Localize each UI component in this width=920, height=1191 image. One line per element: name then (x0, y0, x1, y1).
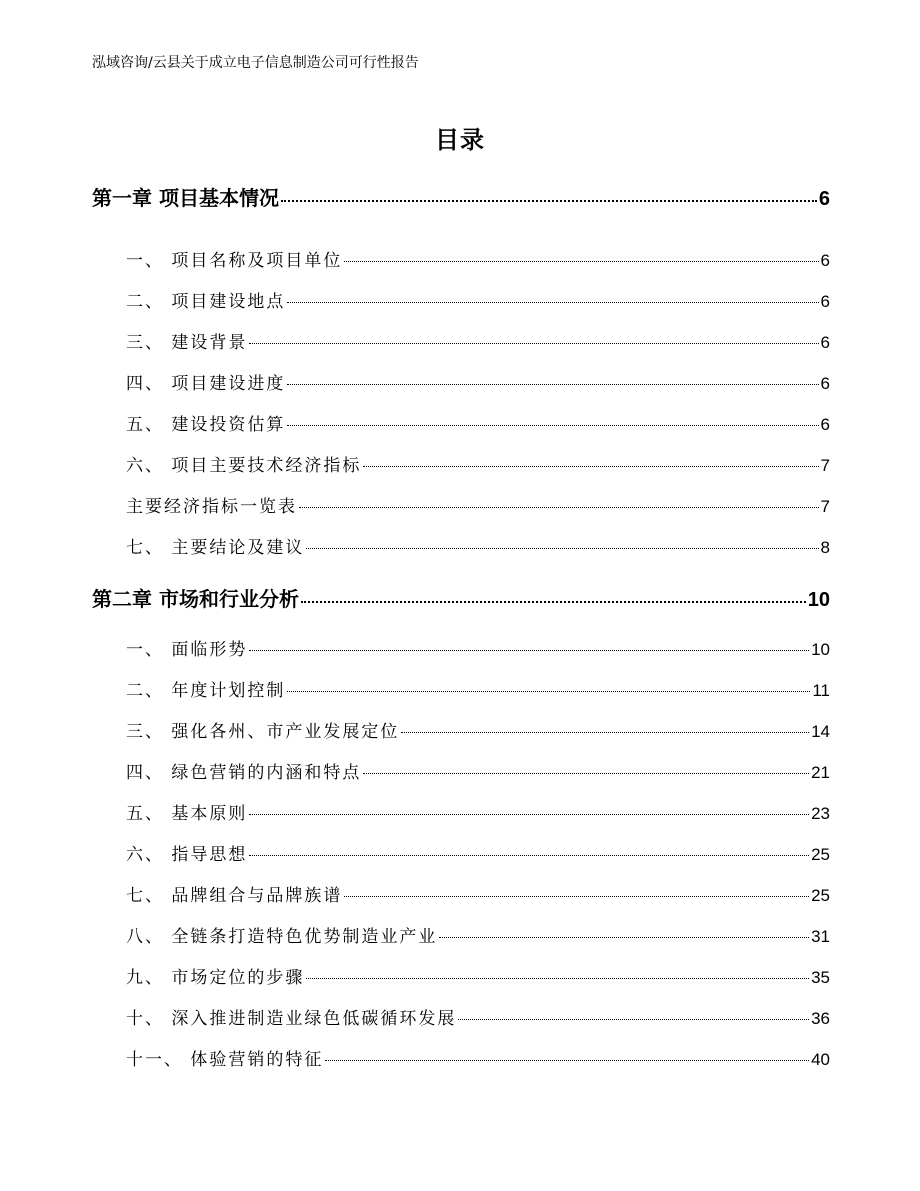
toc-leader-dots (249, 638, 809, 655)
toc-entry-page: 6 (820, 251, 830, 270)
page-header: 泓域咨询/云县关于成立电子信息制造公司可行性报告 (92, 55, 419, 71)
toc-entry-page: 6 (820, 333, 830, 352)
toc-entry-section[interactable] (126, 635, 830, 660)
toc-leader-dots (287, 413, 818, 430)
toc-entry-page: 21 (811, 763, 830, 782)
toc-leader-dots (401, 720, 809, 737)
toc-entry-label: 十一、 体验营销的特征 (126, 1050, 324, 1070)
toc-entry-label: 六、 指导思想 (126, 845, 248, 865)
toc-entry-section[interactable] (126, 758, 830, 783)
toc-entry-page: 11 (812, 681, 830, 700)
toc-entry-page: 7 (820, 497, 830, 516)
toc-entry-label: 六、 项目主要技术经济指标 (126, 456, 362, 476)
toc-entry-page: 10 (807, 589, 830, 611)
toc-leader-dots (325, 1048, 809, 1065)
toc-entry-label: 主要经济指标一览表 (126, 497, 297, 517)
toc-leader-dots (458, 1007, 809, 1024)
toc-entry-page: 25 (811, 845, 830, 864)
toc-entry-section[interactable] (126, 369, 830, 394)
toc-leader-dots (249, 331, 818, 348)
toc-entry-page: 7 (820, 456, 830, 475)
toc-entry-chapter[interactable] (92, 583, 830, 612)
toc-leader-dots (301, 586, 806, 606)
toc-entry-label: 二、 年度计划控制 (126, 681, 286, 701)
toc-entry-section[interactable] (126, 840, 830, 865)
toc-title: 目录 (435, 126, 485, 154)
toc-entry-section[interactable] (126, 881, 830, 906)
toc-entry-page: 31 (811, 927, 830, 946)
toc-entry-page: 6 (820, 292, 830, 311)
toc-entry-page: 40 (811, 1050, 830, 1069)
toc-entry-page: 6 (820, 415, 830, 434)
toc-leader-dots (344, 884, 809, 901)
toc-leader-dots (363, 454, 818, 471)
toc-entry-label: 第二章 市场和行业分析 (92, 587, 299, 611)
toc-entry-label: 三、 建设背景 (126, 333, 248, 353)
toc-entry-section[interactable] (126, 246, 830, 271)
toc-entry-section[interactable] (126, 451, 830, 476)
toc-leader-dots (287, 372, 818, 389)
toc-entry-label: 七、 主要结论及建议 (126, 538, 305, 558)
toc-leader-dots (281, 185, 817, 205)
toc-leader-dots (363, 761, 809, 778)
toc-entry-section[interactable] (126, 533, 830, 558)
toc-leader-dots (299, 495, 819, 512)
toc-entry-page: 35 (811, 968, 830, 987)
toc-entry-section[interactable] (126, 492, 830, 517)
toc-leader-dots (287, 290, 818, 307)
toc-leader-dots (439, 925, 809, 942)
toc-entry-label: 四、 绿色营销的内涵和特点 (126, 763, 362, 783)
toc-entry-label: 五、 基本原则 (126, 804, 248, 824)
toc-entry-label: 一、 项目名称及项目单位 (126, 251, 343, 271)
toc-entry-section[interactable] (126, 1045, 830, 1070)
toc-entry-section[interactable] (126, 963, 830, 988)
toc-entry-section[interactable] (126, 676, 830, 701)
toc-entry-label: 七、 品牌组合与品牌族谱 (126, 886, 343, 906)
toc-entry-section[interactable] (126, 287, 830, 312)
toc-entry-label: 八、 全链条打造特色优势制造业产业 (126, 927, 438, 947)
toc-entry-page: 25 (811, 886, 830, 905)
toc-entry-label: 一、 面临形势 (126, 640, 248, 660)
toc-leader-dots (306, 536, 818, 553)
toc-entry-page: 8 (820, 538, 830, 557)
toc-entry-page: 6 (818, 188, 830, 210)
toc-entry-chapter[interactable] (92, 182, 830, 211)
toc-entry-section[interactable] (126, 799, 830, 824)
toc-leader-dots (287, 679, 810, 696)
toc-leader-dots (249, 843, 809, 860)
toc-entry-label: 四、 项目建设进度 (126, 374, 286, 394)
toc-leader-dots (306, 966, 809, 983)
toc-entry-page: 36 (811, 1009, 830, 1028)
toc-entry-section[interactable] (126, 410, 830, 435)
toc-leader-dots (249, 802, 809, 819)
toc-entry-page: 10 (811, 640, 830, 659)
toc-entry-section[interactable] (126, 717, 830, 742)
toc-entry-label: 五、 建设投资估算 (126, 415, 286, 435)
toc-entry-label: 三、 强化各州、市产业发展定位 (126, 722, 400, 742)
toc-entry-section[interactable] (126, 328, 830, 353)
toc-entry-page: 14 (811, 722, 830, 741)
toc-entry-label: 第一章 项目基本情况 (92, 186, 279, 210)
toc-entry-label: 十、 深入推进制造业绿色低碳循环发展 (126, 1009, 457, 1029)
toc-entry-page: 6 (820, 374, 830, 393)
toc-entry-page: 23 (811, 804, 830, 823)
toc-entry-label: 九、 市场定位的步骤 (126, 968, 305, 988)
toc-entry-section[interactable] (126, 922, 830, 947)
toc-leader-dots (344, 249, 818, 266)
toc-entry-label: 二、 项目建设地点 (126, 292, 286, 312)
toc-entry-section[interactable] (126, 1004, 830, 1029)
